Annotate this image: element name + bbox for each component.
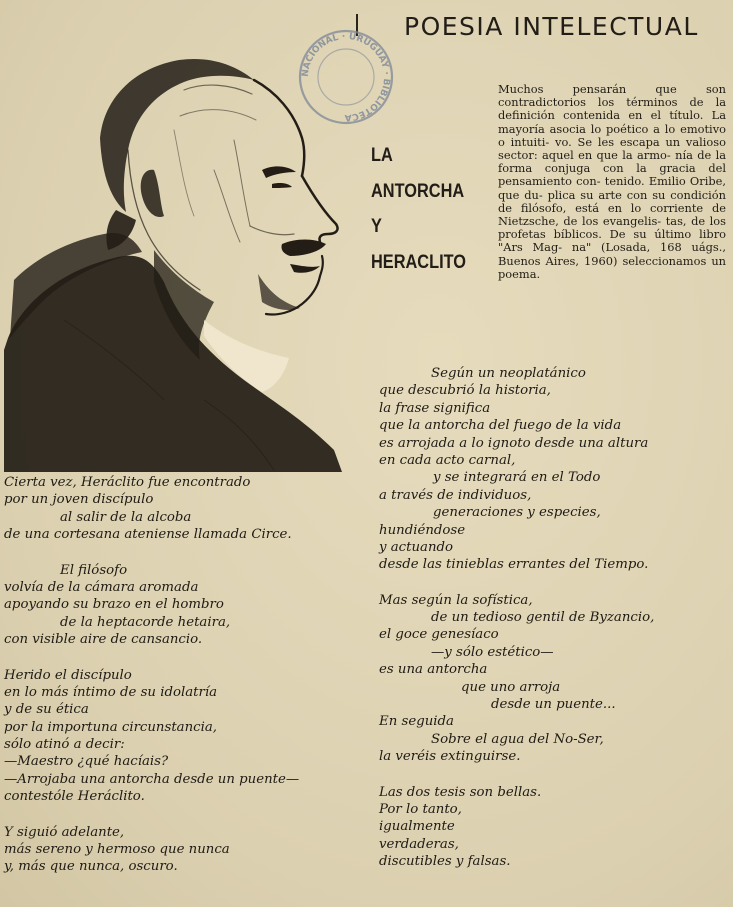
stanza-break [379, 766, 654, 784]
intro-line: Aires, 1960) seleccionamos un [545, 253, 726, 268]
intro-line: na" (Losada, 168 uágs., Buenos [498, 240, 726, 268]
poem-line: Y siguió adelante, [4, 824, 125, 840]
poem-line: la veréis extinguirse. [379, 749, 521, 765]
poem-line: En seguida [379, 714, 454, 730]
intro-line: poema. [498, 266, 541, 281]
poem-line: de la heptacorde hetaira, [60, 614, 231, 630]
poem-line: que descubrió la historia, [379, 383, 551, 399]
poem-line: más sereno y hermoso que nunca [4, 842, 230, 858]
poem-line: hundiéndose [379, 522, 466, 538]
stanza-break [4, 649, 299, 667]
intro-line: título. La mayoría asocia lo [498, 108, 727, 136]
library-stamp [295, 26, 397, 128]
poem-line: es una antorcha [379, 662, 488, 678]
poem-line: apoyando su brazo en el hombro [4, 597, 224, 613]
poem-right-column [379, 365, 654, 871]
poem-line: la frase significa [379, 400, 491, 416]
poem-line: Herido el discípulo [4, 667, 132, 683]
intro-line: sector: aquel en que la armo- [498, 148, 671, 163]
intro-line: poético a lo emotivo o intuiti- [498, 121, 726, 149]
poem-line: y se integrará en el Todo [433, 470, 601, 486]
poem-line: es arrojada a lo ignoto desde una altura [379, 435, 649, 451]
poem-line: Por lo tanto, [379, 801, 462, 817]
title-line: Y [371, 216, 382, 237]
intro-line: de filósofo, está en lo corriente [498, 200, 704, 215]
stanza-break [4, 806, 299, 824]
poem-line: Según un neoplatánico [431, 366, 586, 381]
title-line: ANTORCHA [371, 180, 465, 202]
poem-line: —Maestro ¿qué hacíais? [4, 754, 169, 770]
poem-line: y actuando [379, 539, 454, 555]
poem-line: en lo más íntimo de su idolatría [4, 684, 218, 700]
poem-line: en cada acto carnal, [379, 452, 516, 468]
title-line: LA [371, 145, 393, 166]
poem-line: Las dos tesis son bellas. [379, 784, 542, 800]
poem-line: desde un puente... [491, 697, 616, 713]
poem-line: discutibles y falsas. [379, 854, 511, 870]
intro-line: tas, de los profetas bíblicos. [498, 214, 726, 242]
poem-line: Cierta vez, Heráclito fue encontrado [4, 475, 251, 490]
intro-line: de Nietzsche, de los evangelis- [498, 200, 726, 229]
poem-line: generaciones y especies, [433, 505, 601, 521]
intro-line: Muchos pensarán que son [498, 82, 726, 96]
intro-line: plica su arte con su condición [547, 187, 726, 202]
poem-line: y de su ética [4, 702, 89, 718]
poem-line: volvía de la cámara aromada [4, 579, 199, 595]
intro-line: la gracia del pensamiento con- [498, 161, 726, 189]
poem-line: de un tedioso gentil de Byzancio, [431, 610, 655, 626]
intro-line: la definición contenida en el [498, 95, 726, 123]
stamp-text: NACIONAL · URUGUAY · BIBLIOTECA [300, 31, 392, 123]
poem-line: Sobre el agua del No-Ser, [431, 731, 604, 747]
intro-line: contradictorios los términos de [498, 95, 704, 110]
poem-line: —y sólo estético— [431, 644, 554, 660]
poem-line: contestóle Heráclito. [4, 789, 145, 805]
poem-line: de una cortesana ateniense llamada Circe. [4, 527, 292, 543]
title-line: HERACLITO [371, 251, 467, 273]
section-header: POESIA INTELECTUAL [404, 12, 699, 41]
svg-text:NACIONAL · URUGUAY · BIBLIOTEC [301, 32, 391, 122]
poem-left-column [4, 474, 299, 876]
poem-line: El filósofo [60, 562, 128, 578]
article-title [371, 138, 470, 280]
intro-line: tenido. Emilio Oribe, que du- [498, 174, 726, 202]
poem-line: desde las tinieblas errantes del Tiempo. [379, 557, 649, 573]
poem-line: sólo atinó a decir: [4, 737, 125, 753]
poem-line: y, más que nunca, oscuro. [4, 859, 178, 875]
stanza-break [4, 544, 299, 562]
poem-line: con visible aire de cansancio. [4, 632, 203, 648]
poem-line: por la importuna circunstancia, [4, 719, 218, 735]
poem-line: Mas según la sofística, [379, 592, 533, 608]
poem-line: a través de individuos, [379, 487, 532, 503]
intro-line: vo. Se les escapa un valioso [555, 134, 726, 149]
poem-line: igualmente [379, 819, 455, 835]
poem-line: —Arrojaba una antorcha desde un puente— [4, 771, 300, 787]
poem-line: que la antorcha del fuego de la vida [379, 418, 622, 434]
stanza-break [379, 574, 654, 592]
poem-line: verdaderas, [379, 836, 459, 852]
intro-paragraph [498, 83, 726, 281]
intro-line: De su último libro "Ars Mag- [498, 227, 726, 255]
poem-line: al salir de la alcoba [60, 509, 192, 525]
poem-line: el goce genesíaco [379, 627, 499, 643]
intro-line: nía de la forma conjuga con [498, 148, 727, 176]
poem-line: que uno arroja [461, 679, 561, 695]
poem-line: por un joven discípulo [4, 492, 154, 508]
